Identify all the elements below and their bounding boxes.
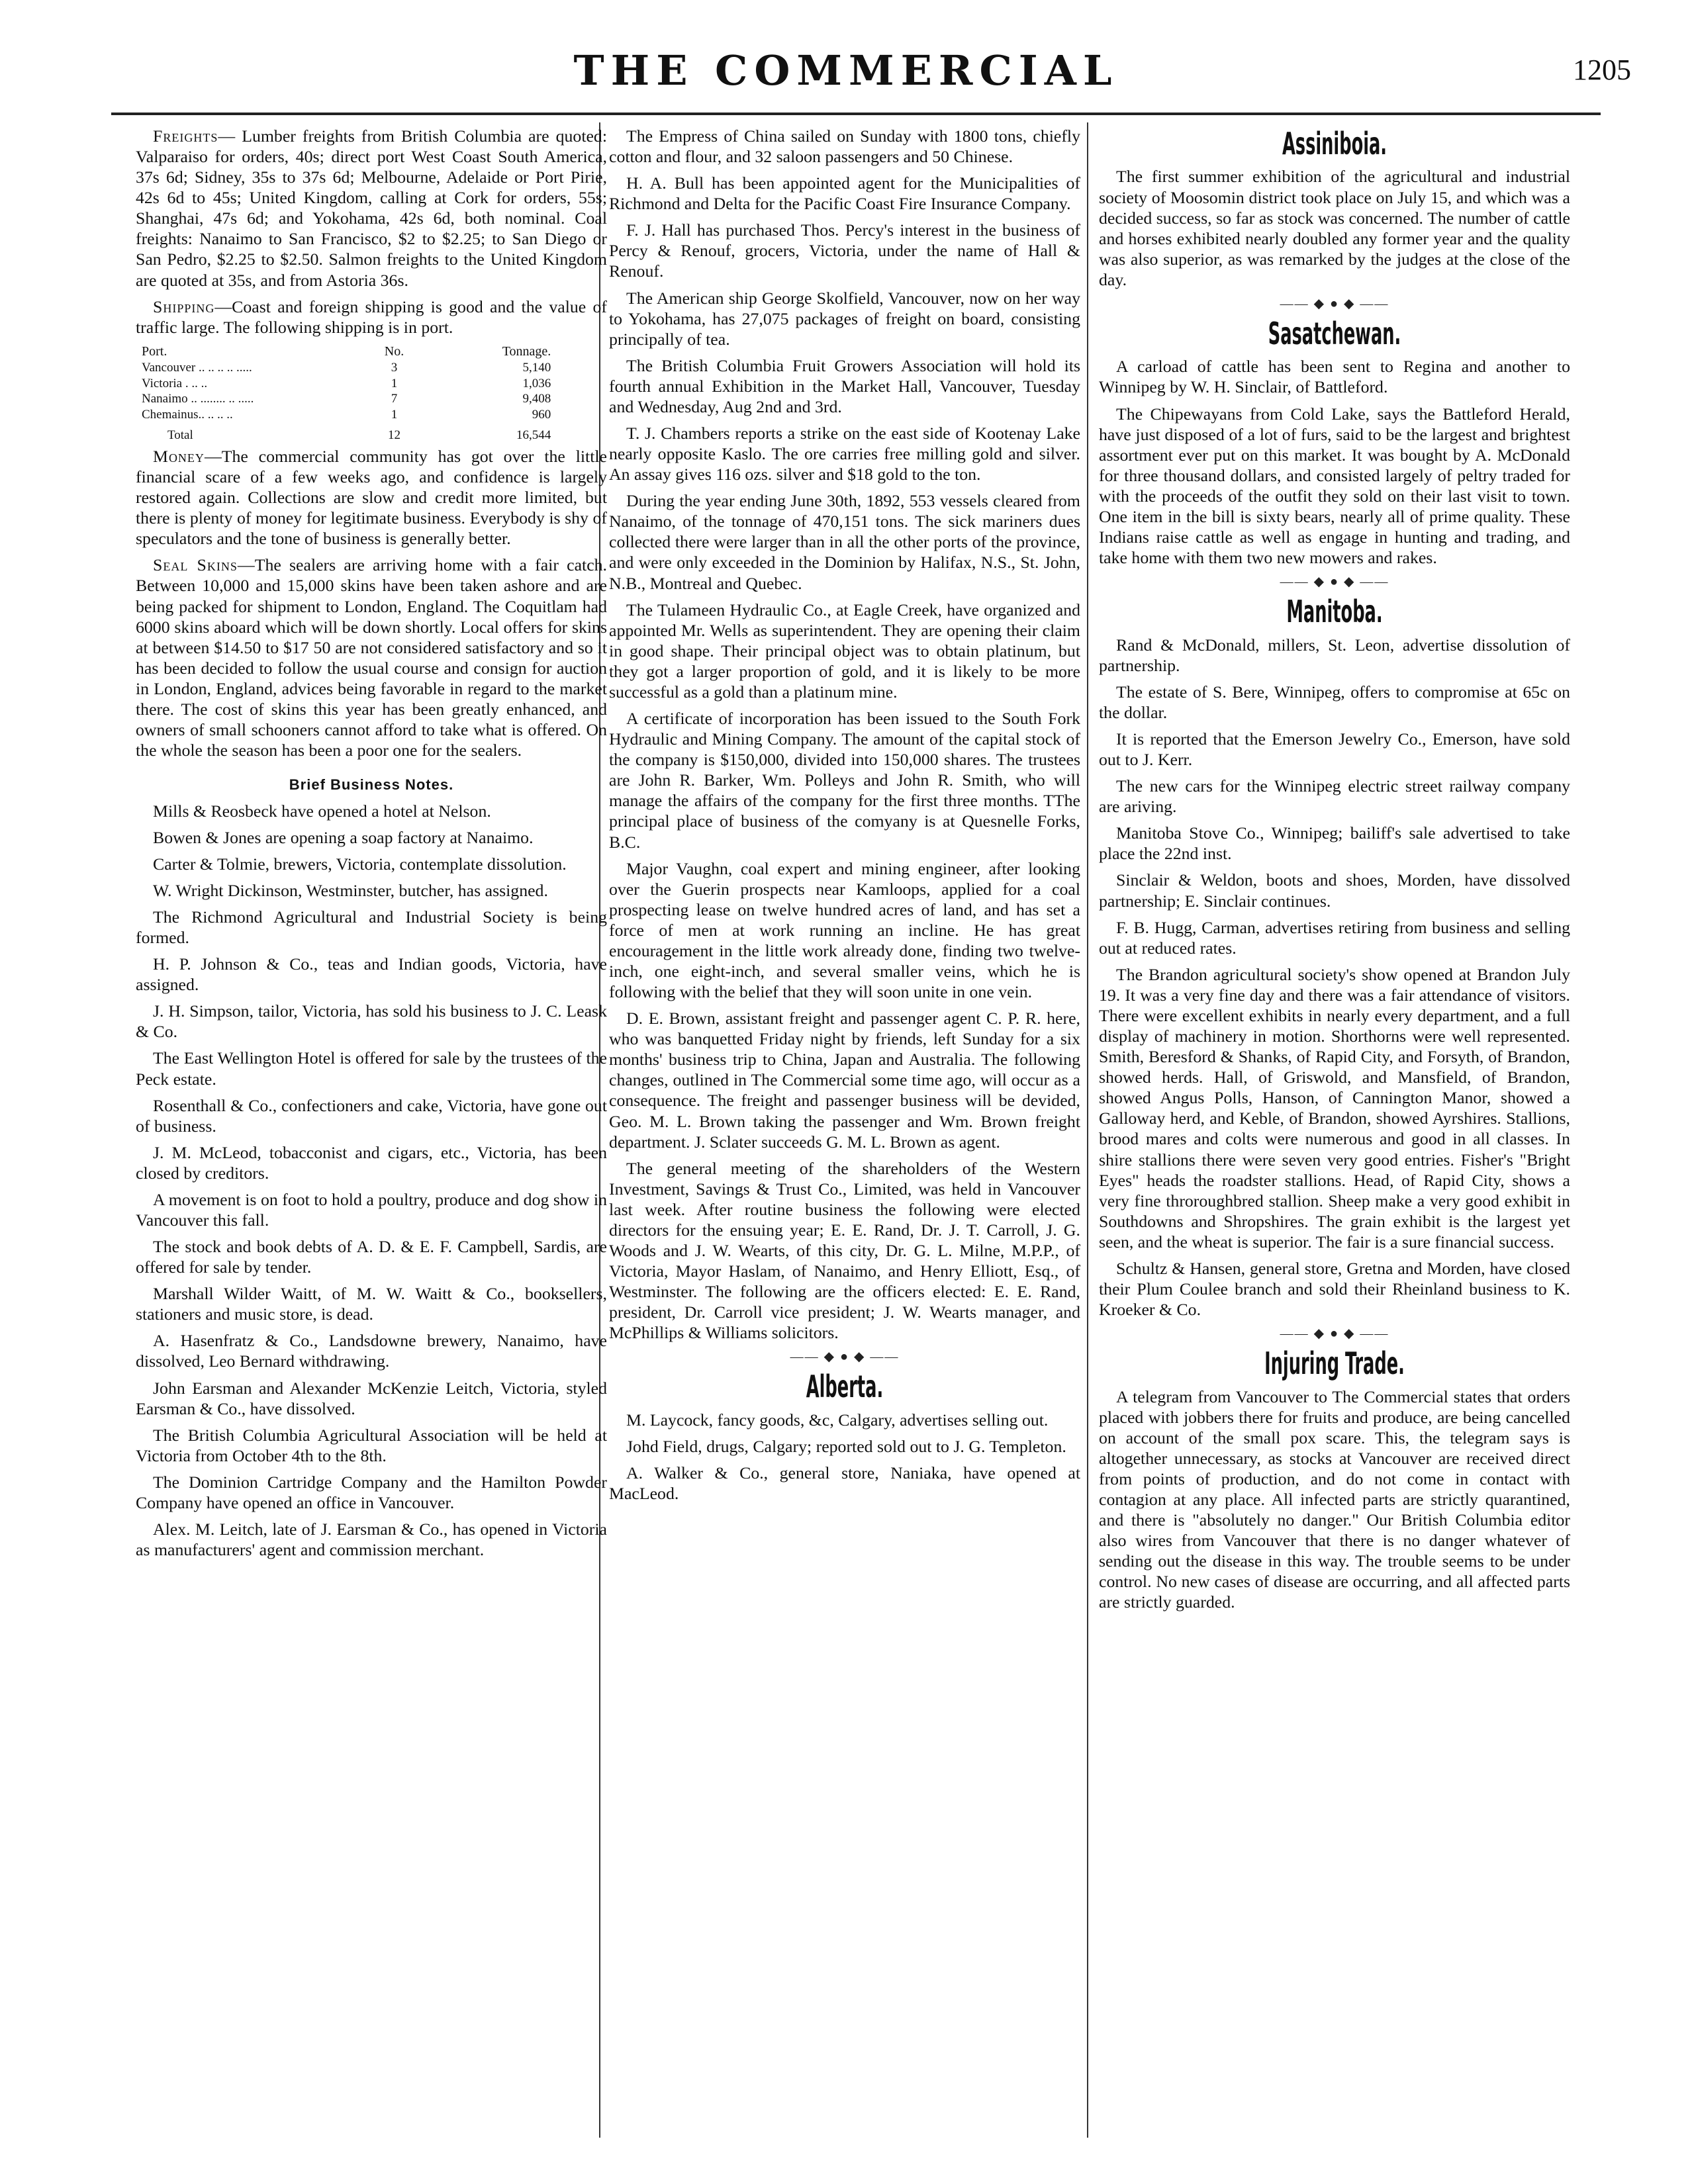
news-item: H. A. Bull has been appointed agent for the Municipalities of Richmond and Delta for the Pacific Coast Fire Insurance Company. [609,173,1080,214]
column-2 [609,126,1080,2138]
brief-note: John Earsman and Alexander McKenzie Leitch, Victoria, styled Earsman & Co., have dissolved. [136,1378,607,1418]
total-no: 12 [387,428,400,443]
assiniboia-item: The first summer exhibition of the agricultural and industrial society of Moosomin district took place on July 15, and which was a decided success, so far as stock was concerned. The number of cattle and horses exhibited nearly doubled any former year and the quality was also superior, as was remarked by the judges at the close of the day. [1099,167,1570,289]
news-items [609,126,1080,1343]
shipping-no-cell: 3 [391,360,398,375]
brief-note: Carter & Tolmie, brewers, Victoria, contemplate dissolution. [153,854,567,874]
brief-note: J. H. Simpson, tailor, Victoria, has sold his business to J. C. Leask & Co. [136,1001,607,1042]
shipping-port-cell: Nanaimo .. ........ .. ..... [142,392,254,406]
shipping-total-row [141,423,584,443]
brief-note: Alex. M. Leitch, late of J. Earsman & Co., has opened in Victoria as manufacturers' agent and commission merchant. [136,1520,607,1560]
saskatchewan-item: A carload of cattle has been sent to Regina and another to Winnipeg by W. H. Sinclair, of Battleford. [1099,357,1570,397]
column-divider [1087,122,1088,2138]
saskatchewan-item: The Chipewayans from Cold Lake, says the Battleford Herald, have just disposed of a lot of furs, said to be the largest and brightest assortment ever put on this market. It was bought by A. McDonald for three thousand dollars, and consisted largely of peltry traded for with the proceeds of the outfit they sold on their last visit to town. One item in the bill is sixty bears, nearly all of prime quality. These Indians raise cattle as well as engage in hunting and trading, and take home with them two new mowers and rakes. [1099,404,1570,568]
manitoba-heading: Manitoba. [1286,594,1383,630]
shipping-row [141,376,584,392]
manitoba-item: It is reported that the Emerson Jewelry Co., Emerson, have sold out to J. Kerr. [1099,729,1570,770]
brief-notes-list [136,801,607,1561]
news-item: The American ship George Skolfield, Vancouver, now on her way to Yokohama, has 27,075 packages of freight on board, consisting principally of tea. [609,288,1080,349]
brief-note: The British Columbia Agricultural Association will be held at Victoria from October 4th to the 8th. [136,1425,607,1465]
shipping-lead: Shipping [153,296,215,316]
news-item: D. E. Brown, assistant freight and passenger agent C. P. R. here, who was banquetted Friday night by friends, left Sunday for a six months' business trip to China, Japan and Australia. The following changes, outlined in The Commercial some time ago, will occur as a consequence. The freight and passenger business will be devided, Geo. M. L. Brown taking the passenger and Wm. Brown freight department. J. Sclater succeeds G. M. L. Brown as agent. [609,1009,1080,1152]
injuring-trade-item: A telegram from Vancouver to The Commercial states that orders placed with jobbers there for fruits and produce, are being cancelled on account of the small pox scare. This, the telegram says is altogether unnecessary, as stocks at Vancouver are received direct from points of production, and do not come in contact with contagion at any place. All infected parts are strictly quarantined, and there is "absolutely no danger." Our British Columbia editor also wires from Vancouver that there is no danger whatever of sending out the disease in this way. The trouble seems to be under control. No new cases of disease are occurring, and all affected parts are strictly guarded. [1099,1387,1570,1612]
section-ornament: —— ◆ ● ◆ —— [1280,1326,1389,1342]
saskatchewan-items [1099,356,1570,568]
freights-lead: Freights [153,126,218,146]
seal-skins-text: —The sealers are arriving home with a fair catch. Between 10,000 and 15,000 skins have been taken ashore and are being packed for shipment to London, England. The Coquitlam had 6000 skins aboard which will be down shortly. Local offers for skins at between $14.50 to $17 50 are not considered satisfactory and so it has been decided to follow the usual course and consign for auction in London, England, advices being favorable in regard to the market there. The cost of skins this year has been greatly enhanced, and owners of small schooners cannot afford to take what is offered. On the whole the season has been a poor one for the sealers. [136,555,607,760]
manitoba-item: The estate of S. Bere, Winnipeg, offers to compromise at 65c on the dollar. [1099,682,1570,722]
injuring-trade-items [1099,1387,1570,1613]
manitoba-item: The new cars for the Winnipeg electric street railway company are ariving. [1099,776,1570,817]
brief-note: The Richmond Agricultural and Industrial Society is being formed. [136,907,607,948]
tonnage-header: Tonnage. [502,343,551,359]
shipping-tonnage-cell: 5,140 [522,360,551,375]
brief-note: H. P. Johnson & Co., teas and Indian goods, Victoria, have assigned. [136,954,607,995]
alberta-item: A. Walker & Co., general store, Naniaka, have opened at MacLeod. [609,1463,1080,1504]
alberta-items [609,1410,1080,1504]
shipping-tonnage-cell: 960 [532,408,551,422]
total-label: Total [167,428,193,443]
injuring-trade-heading: Injuring Trade. [1264,1345,1405,1382]
shipping-text: —Coast and foreign shipping is good and the value of traffic large. The following shipping is in port. [136,296,607,337]
alberta-item: M. Laycock, fancy goods, &c, Calgary, advertises selling out. [626,1410,1049,1430]
news-item: The Empress of China sailed on Sunday with 1800 tons, chiefly cotton and flour, and 32 saloon passengers and 50 Chinese. [609,126,1080,167]
manitoba-item: F. B. Hugg, Carman, advertises retiring from business and selling out at reduced rates. [1099,917,1570,958]
shipping-table [141,343,584,443]
shipping-no-cell: 7 [391,392,398,406]
column-1 [136,126,607,2138]
brief-note: W. Wright Dickinson, Westminster, butcher, has assigned. [153,880,548,900]
news-item: Major Vaughn, coal expert and mining engineer, after looking over the Guerin prospects near Kamloops, applied for a coal prospecting lease on twelve hundred acres of land, and has set a force of men at work running an incline. He has great encouragement in the little work already done, finding two twelve-inch, one eight-inch, and several smaller veins, which he is following with the belief that they will soon unite in one vein. [609,858,1080,1002]
newspaper-title: THE COMMERCIAL [573,46,1119,95]
brief-note: A. Hasenfratz & Co., Landsdowne brewery, Nanaimo, have dissolved, Leo Bernard withdrawing. [136,1331,607,1371]
shipping-port-cell: Vancouver .. .. .. .. ..... [142,360,252,375]
port-header: Port. [142,343,167,359]
brief-note: Marshall Wilder Waitt, of M. W. Waitt & Co., booksellers, stationers and music store, is dead. [136,1284,607,1324]
news-item: During the year ending June 30th, 1892, 553 vessels cleared from Nanaimo, of the tonnage of 470,151 tons. The sick mariners dues collected there were larger than in all the other ports of the province, and were only exceeded in the Dominion by Halifax, N.S., St. John, N.B., Montreal and Quebec. [609,491,1080,593]
brief-note: The Dominion Cartridge Company and the Hamilton Powder Company have opened an office in Vancouver. [136,1472,607,1512]
manitoba-item: Schultz & Hansen, general store, Gretna and Morden, have closed their Plum Coulee branch and sold their Rheinland business to K. Kroeker & Co. [1099,1258,1570,1320]
assiniboia-heading: Assiniboia. [1282,126,1387,161]
page-number: 1205 [1573,54,1631,86]
brief-note: The East Wellington Hotel is offered for sale by the trustees of the Peck estate. [136,1048,607,1089]
brief-note: Rosenthall & Co., confectioners and cake, Victoria, have gone out of business. [136,1095,607,1136]
section-ornament: —— ◆ ● ◆ —— [1280,574,1389,590]
news-item: T. J. Chambers reports a strike on the east side of Kootenay Lake nearly opposite Kaslo. The ore carries free milling gold and silver. An assay gives 116 ozs. silver and $18 gold to the ton. [609,424,1080,484]
section-ornament: —— ◆ ● ◆ —— [1280,296,1389,311]
brief-note: The stock and book debts of A. D. & E. F. Campbell, Sardis, are offered for sale by tender. [136,1237,607,1277]
manitoba-item: Sinclair & Weldon, boots and shoes, Morden, have dissolved partnership; E. Sinclair continues. [1099,870,1570,911]
money-paragraph [136,446,607,549]
shipping-tonnage-cell: 9,408 [522,392,551,406]
news-item: F. J. Hall has purchased Thos. Percy's interest in the business of Percy & Renouf, grocers, Victoria, under the name of Hall & Renouf. [609,220,1080,281]
brief-note: Mills & Reosbeck have opened a hotel at Nelson. [153,801,491,821]
alberta-heading: Alberta. [806,1369,884,1405]
news-item: The Tulameen Hydraulic Co., at Eagle Creek, have organized and appointed Mr. Wells as superintendent. They are opening their claim in good shape. Their principal object was to obtain platinum, but they got a larger proportion of gold, and it is likely to be more successful as a gold than a platinum mine. [609,600,1080,702]
manitoba-item: The Brandon agricultural society's show opened at Brandon July 19. It was a very fine day and there was a fair attendance of visitors. There were excellent exhibits in nearly every department, and a full display of machinery in motion. Shorthorns were well represented. Smith, Beresford & Shanks, of Rapid City, and Forsyth, of Brandon, showed herds. Hall, of Griswold, and Mansfield, of Brandon, showed Angus Polls, Hanson, of Cannington Manor, showed a Galloway herd, and Keble, of Brandon, showed Ayrshires. Stallions, brood mares and colts were numerous and good in all classes. In shire stallions there were seven very good entries. Fisher's "Bright Eyes" heads the roadster stallions. Head, of Rapid City, shows a very fine throroughbred stallion. Sheep make a very good exhibit in Southdowns and Shropshires. The grain exhibit is the largest yet seen, and the wheat is superior. The fair is a sure financial success. [1099,964,1570,1251]
shipping-row [141,407,584,423]
brief-note: Bowen & Jones are opening a soap factory at Nanaimo. [153,827,534,847]
alberta-item: Johd Field, drugs, Calgary; reported sold out to J. G. Templeton. [626,1436,1066,1456]
section-ornament: —— ◆ ● ◆ —— [790,1349,900,1365]
no-header: No. [384,343,404,359]
shipping-row [141,360,584,376]
shipping-port-cell: Chemainus.. .. .. .. [142,408,233,422]
total-tonnage: 16,544 [516,428,551,443]
freights-paragraph [136,126,607,291]
shipping-row [141,391,584,407]
manitoba-item: Manitoba Stove Co., Winnipeg; bailiff's sale advertised to take place the 22nd inst. [1099,823,1570,864]
seal-skins-lead: Seal Skins [153,555,238,575]
masthead [0,34,1692,107]
news-item: The general meeting of the shareholders of the Western Investment, Savings & Trust Co., Limited, was held in Vancouver last week. After routine business the following were elected directors for the ensuing year; E. E. Rand, Dr. J. T. Carroll, J. G. Woods and J. W. Wearts, of this city, Dr. G. L. Milne, M.P.P., of Victoria, Mayor Haslam, of Nanaimo, and Henry Elliott, Esq., of Westminster. The following are the officers elected: E. E. Rand, president, Dr. Carroll vice president; J. W. Wearts manager, and McPhillips & Williams solicitors. [609,1158,1080,1343]
brief-business-notes-heading: Brief Business Notes. [289,776,454,794]
shipping-no-cell: 1 [391,408,398,422]
shipping-paragraph [136,296,607,338]
freights-text: — Lumber freights from British Columbia are quoted: Valparaiso for orders, 40s; direct port West Coast South America, 37s 6d; Sidney, 35s to 37s 6d; Melbourne, Adelaide or Port Pirie, 42s 6d to 45s; United Kingdom, calling at Cork for orders, 55s; Shanghai, 47s 6d; and Yokohama, 42s 6d, both nominal. Coal freights: Nanaimo to San Francisco, $2 to $2.25; to San Diego or San Pedro, $2.25 to $2.50. Salmon freights to the United Kingdom are quoted at 35s, and from Astoria 36s. [136,126,607,290]
shipping-port-cell: Victoria . .. .. [142,376,208,390]
money-lead: Money [153,447,205,466]
news-item: A certificate of incorporation has been issued to the South Fork Hydraulic and Mining Company. The amount of the capital stock of the company is $150,000, divided into 150,000 shares. The trustees are John R. Barker, Wm. Polleys and John R. Smith, who will manage the affairs of the company for the first three months. TThe principal place of business of the comyany is at Quesnelle Forks, B.C. [609,709,1080,852]
shipping-no-cell: 1 [391,376,398,390]
brief-note: J. M. McLeod, tobacconist and cigars, etc., Victoria, has been closed by creditors. [136,1142,607,1183]
manitoba-item: Rand & McDonald, millers, St. Leon, advertise dissolution of partnership. [1099,635,1570,675]
assiniboia-items [1099,166,1570,289]
brief-note: A movement is on foot to hold a poultry, produce and dog show in Vancouver this fall. [136,1189,607,1230]
manitoba-items [1099,635,1570,1320]
seal-skins-paragraph [136,555,607,760]
column-3 [1099,126,1570,2138]
shipping-tonnage-cell: 1,036 [522,376,551,390]
header-rule [111,113,1601,115]
news-item: The British Columbia Fruit Growers Association will hold its fourth annual Exhibition in the Market Hall, Vancouver, Tuesday and Wednesday, Aug 2nd and 3rd. [609,355,1080,416]
saskatchewan-heading: Sasatchewan. [1268,315,1401,351]
money-text: —The commercial community has got over the little financial scare of a few weeks ago, and confidence is largely restored again. Collections are slow and credit more limited, but there is plenty of money for legitimate business. Everybody is shy of speculators and the tone of business is generally better. [136,447,607,549]
